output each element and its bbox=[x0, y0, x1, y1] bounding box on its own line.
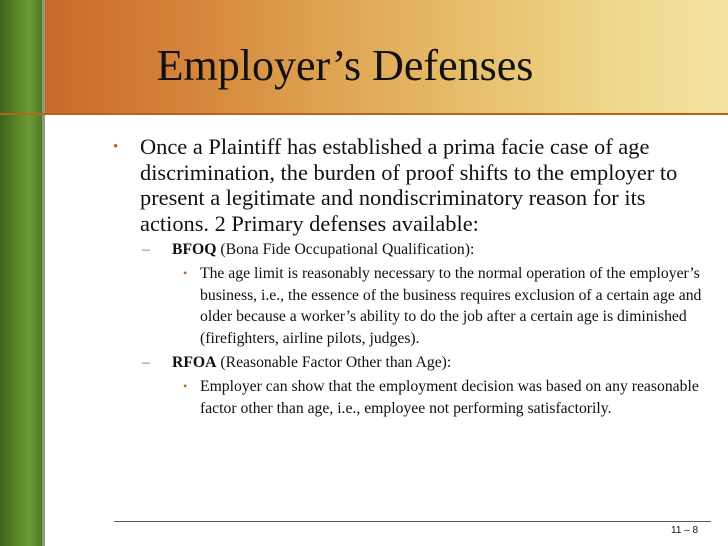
title-divider bbox=[0, 113, 728, 115]
bullet-level3-bfoq-detail bbox=[108, 263, 708, 349]
footer-divider bbox=[114, 521, 711, 522]
bullet-text: The age limit is reasonably necessary to the normal operation of the employer’s business, i.e., the essence of the business requires exclusion of a certain age and older because a worker’s ability to do the job after a certain age is diminished (firefighters, airline pilots, judges). bbox=[200, 265, 702, 347]
bullet-dot-icon: • bbox=[183, 379, 188, 394]
defense-description: (Bona Fide Occupational Qualification): bbox=[216, 241, 475, 259]
bullet-level2-rfoa bbox=[108, 352, 708, 373]
bullet-level3-rfoa-detail bbox=[108, 376, 708, 419]
slide-title: Employer’s Defenses bbox=[156, 41, 534, 90]
defense-description: (Reasonable Factor Other than Age): bbox=[216, 354, 452, 372]
page-number: 11 – 8 bbox=[671, 525, 699, 536]
slide-body bbox=[108, 134, 708, 419]
defense-term: BFOQ bbox=[172, 241, 217, 259]
bullet-text: Once a Plaintiff has established a prima facie case of age discrimination, the burden of proof shifts to the employer to present a legitimate and nondiscriminatory reason for its actions. 2 Primary defenses available: bbox=[140, 134, 678, 236]
bullet-level2-bfoq bbox=[108, 239, 708, 260]
bullet-dot-icon: • bbox=[113, 139, 119, 155]
bullet-text: Employer can show that the employment decision was based on any reasonable factor other than age, i.e., employee not performing satisfactorily. bbox=[200, 378, 699, 417]
left-decorative-strip bbox=[0, 0, 42, 546]
dash-icon: – bbox=[142, 354, 150, 372]
bullet-level1 bbox=[108, 134, 708, 236]
bullet-dot-icon: • bbox=[183, 266, 188, 281]
defense-term: RFOA bbox=[172, 354, 217, 372]
dash-icon: – bbox=[142, 241, 150, 259]
